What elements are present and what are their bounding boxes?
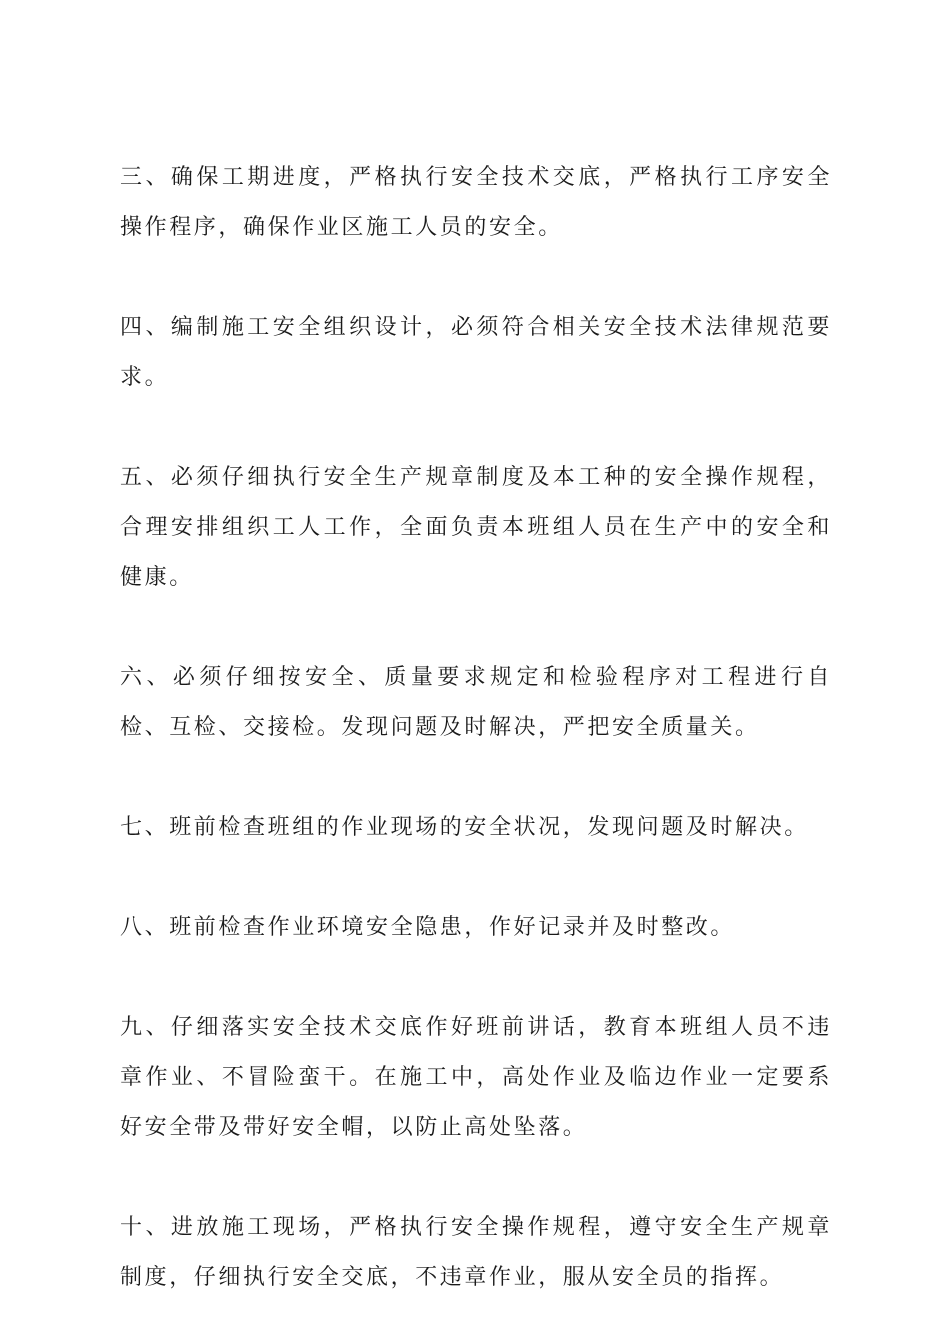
paragraph-gap (120, 603, 832, 653)
paragraph-gap (120, 853, 832, 903)
paragraph-gap (120, 403, 832, 453)
paragraph-gap (120, 253, 832, 303)
document-body (120, 153, 832, 1303)
paragraph-item-8: 八、班前检查作业环境安全隐患，作好记录并及时整改。 (120, 915, 736, 940)
paragraph-gap (120, 1153, 832, 1203)
paragraph-item-10: 十、进放施工现场，严格执行安全操作规程，遵守安全生产规章制度，仔细执行安全交底，不违章作业，服从安全员的指挥。 (120, 1215, 832, 1290)
paragraph-item-6: 六、必须仔细按安全、质量要求规定和检验程序对工程进行自检、互检、交接检。发现问题及时解决，严把安全质量关。 (120, 665, 832, 740)
paragraph-item-3: 三、确保工期进度，严格执行安全技术交底，严格执行工序安全操作程序，确保作业区施工人员的安全。 (120, 165, 832, 240)
paragraph-item-9: 九、仔细落实安全技术交底作好班前讲话，教育本班组人员不违章作业、不冒险蛮干。在施工中，高处作业及临边作业一定要系好安全带及带好安全帽，以防止高处坠落。 (120, 1015, 832, 1140)
paragraph-item-4: 四、编制施工安全组织设计，必须符合相关安全技术法律规范要求。 (120, 315, 832, 390)
paragraph-gap (120, 953, 832, 1003)
paragraph-item-5: 五、必须仔细执行安全生产规章制度及本工种的安全操作规程，合理安排组织工人工作，全面负责本班组人员在生产中的安全和健康。 (120, 465, 832, 590)
paragraph-item-7: 七、班前检查班组的作业现场的安全状况，发现问题及时解决。 (120, 815, 809, 840)
paragraph-gap (120, 753, 832, 803)
